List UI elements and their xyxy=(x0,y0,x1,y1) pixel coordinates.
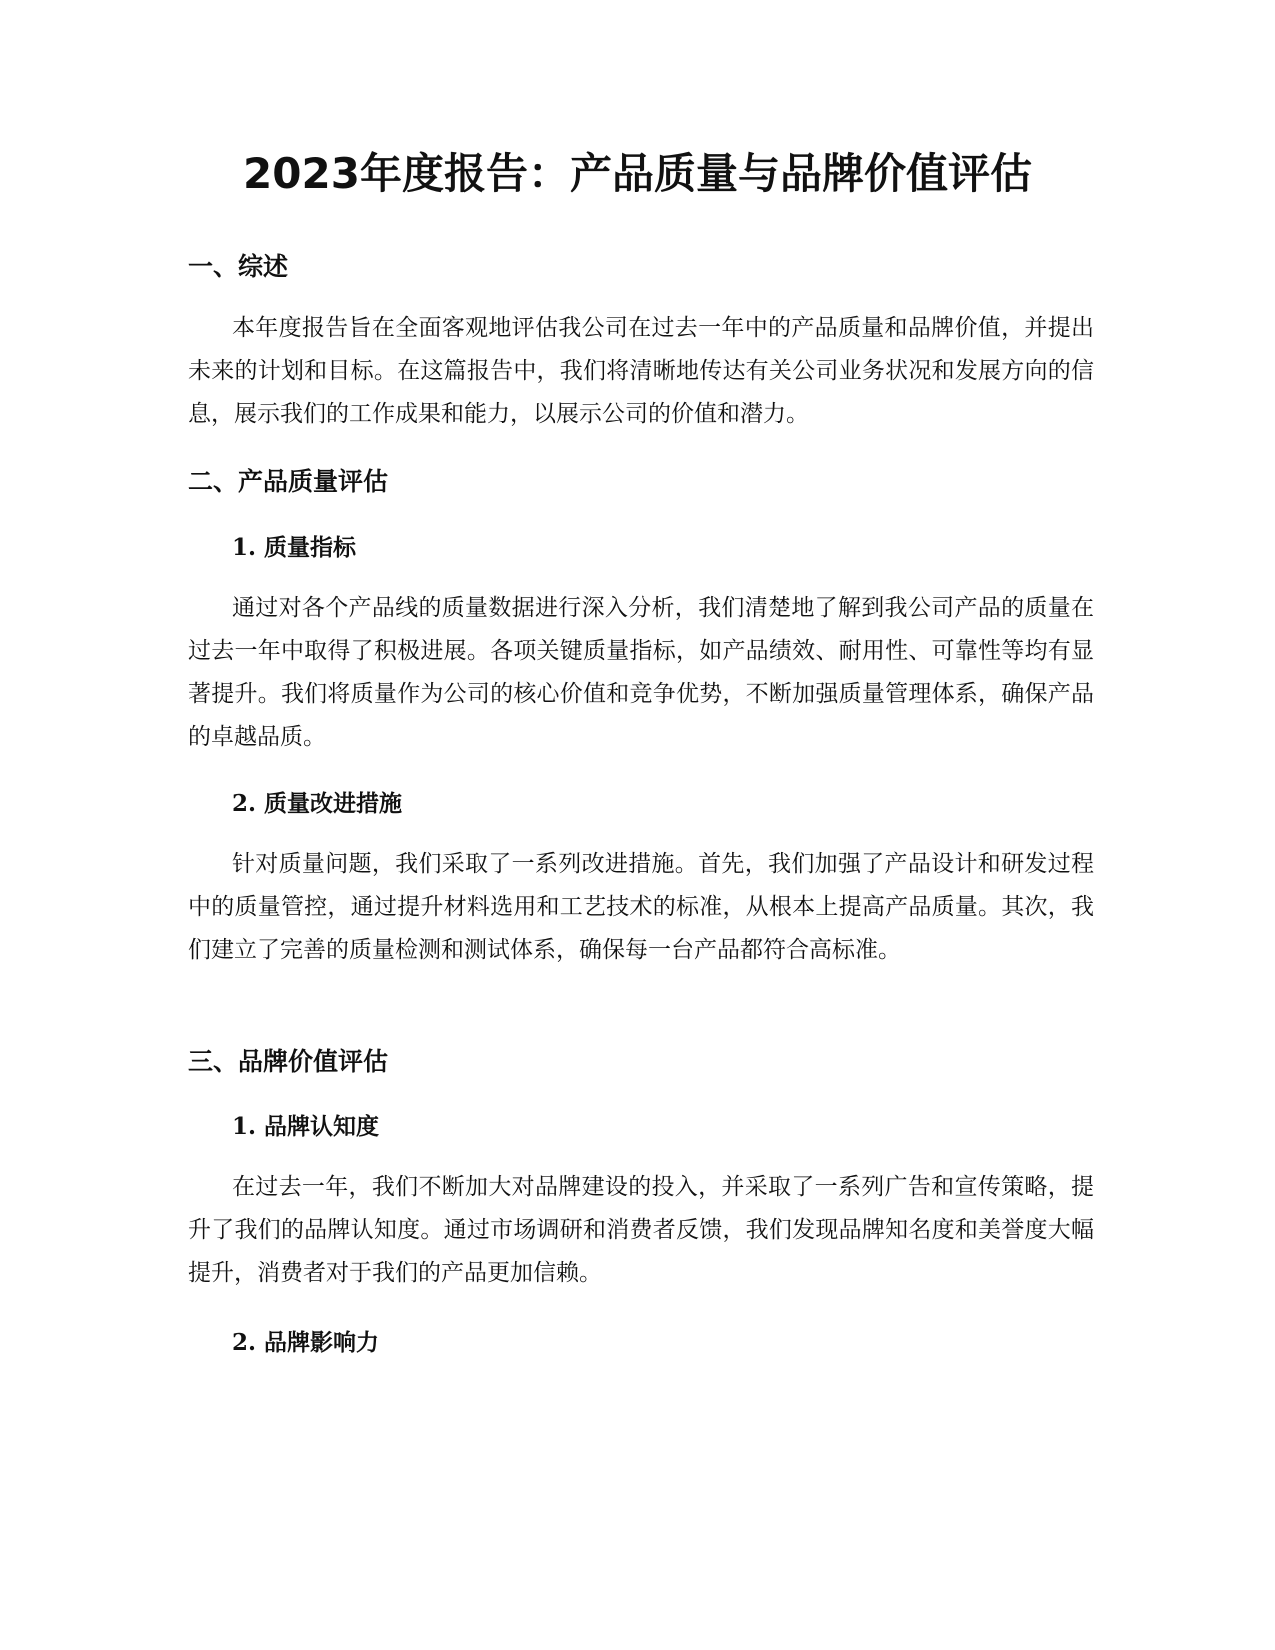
paragraph-overview: 本年度报告旨在全面客观地评估我公司在过去一年中的产品质量和品牌价值，并提出未来的计划和目标。在这篇报告中，我们将清晰地传达有关公司业务状况和发展方向的信息，展示我们的工作成果和能力，以展示公司的价值和潜力。 xyxy=(188,315,1094,427)
subheading-brand-influence: 2. 品牌影响力 xyxy=(232,1329,380,1356)
section-heading-product-quality: 二、产品质量评估 xyxy=(188,467,389,496)
paragraph-quality-metrics: 通过对各个产品线的质量数据进行深入分析，我们清楚地了解到我公司产品的质量在过去一年中取得了积极进展。各项关键质量指标，如产品绩效、耐用性、可靠性等均有显著提升。我们将质量作为公司的核心价值和竞争优势，不断加强质量管理体系，确保产品的卓越品质。 xyxy=(188,595,1094,750)
section-heading-brand-value: 三、品牌价值评估 xyxy=(188,1047,389,1076)
subheading-quality-metrics: 1. 质量指标 xyxy=(232,534,357,561)
section-heading-overview: 一、综述 xyxy=(188,252,289,281)
paragraph-brand-awareness: 在过去一年，我们不断加大对品牌建设的投入，并采取了一系列广告和宣传策略，提升了我们的品牌认知度。通过市场调研和消费者反馈，我们发现品牌知名度和美誉度大幅提升，消费者对于我们的产品更加信赖。 xyxy=(188,1174,1094,1286)
paragraph-quality-improvement: 针对质量问题，我们采取了一系列改进措施。首先，我们加强了产品设计和研发过程中的质量管控，通过提升材料选用和工艺技术的标准，从根本上提高产品质量。其次，我们建立了完善的质量检测和测试体系，确保每一台产品都符合高标准。 xyxy=(188,851,1094,963)
subheading-quality-improvement: 2. 质量改进措施 xyxy=(232,790,403,817)
document-title: 2023年度报告：产品质量与品牌价值评估 xyxy=(243,149,1032,198)
subheading-brand-awareness: 1. 品牌认知度 xyxy=(232,1113,380,1140)
